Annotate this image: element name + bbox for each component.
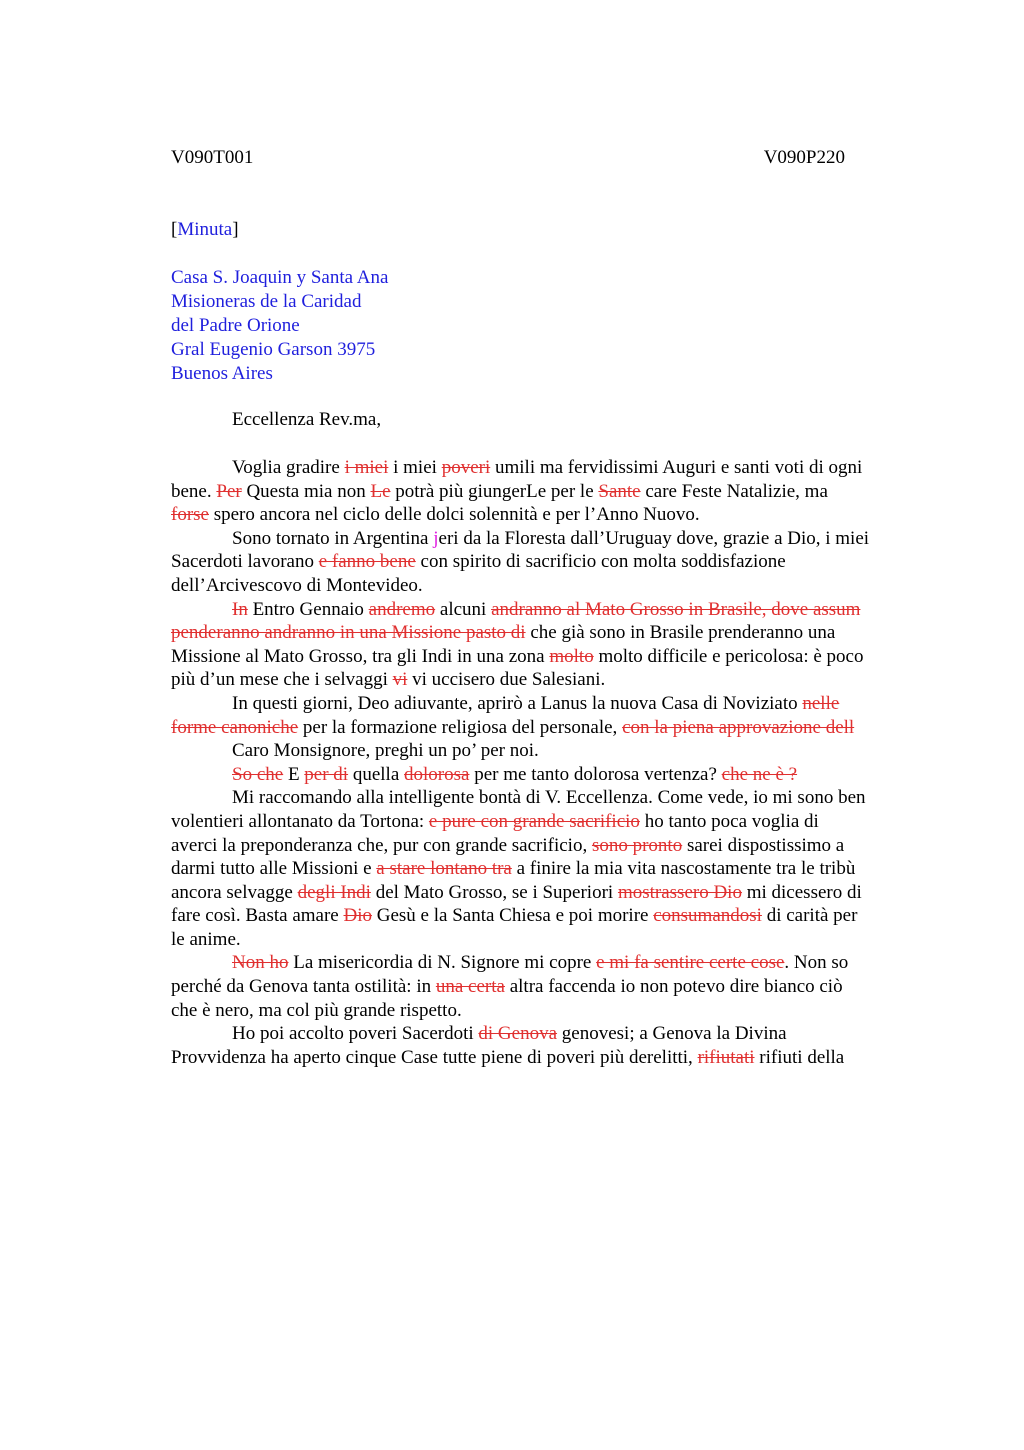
text-run: mi dicessero di — [741, 881, 862, 903]
text-run: Missione al Mato Grosso, tra gli Indi in una zona — [171, 645, 550, 667]
text-run: . Non so — [784, 952, 849, 974]
deleted-text: e fanno bene — [318, 551, 416, 573]
text-run: fare così. Basta amare — [171, 905, 344, 927]
deleted-text: poveri — [441, 457, 491, 478]
deleted-text: rifiutati — [697, 1046, 755, 1068]
text-run: perché da Genova tanta ostilità: in — [171, 976, 436, 998]
letter-line — [171, 975, 931, 999]
minuta-open-bracket: [ — [171, 219, 178, 240]
text-run: per me tanto dolorosa vertenza? — [469, 763, 722, 785]
text-run: le anime. — [171, 928, 241, 950]
text-run: darmi tutto alle Missioni e — [171, 858, 377, 880]
letter-line — [171, 904, 931, 928]
text-run: eri da la Floresta dall’Uruguay dove, grazie a Dio, i miei — [438, 527, 870, 549]
minuta-label — [171, 218, 239, 242]
deleted-text: con la piena approvazione dell — [622, 716, 855, 738]
deleted-text: Sante — [598, 480, 641, 502]
deleted-text: a stare lontano tra — [376, 858, 512, 880]
letter-line — [171, 857, 931, 881]
letter-line — [171, 1046, 931, 1070]
address-line: del Padre Orione — [171, 315, 300, 336]
text-run: quella — [348, 763, 405, 785]
deleted-text: In — [232, 598, 248, 620]
deleted-text: So che — [232, 763, 284, 785]
text-run: altra faccenda io non potevo dire bianco ciò — [504, 976, 843, 998]
letter-line — [171, 810, 931, 834]
deleted-text: Le — [370, 480, 391, 502]
address-line: Misioneras de la Caridad — [171, 291, 362, 312]
page-code-right: V090P220 — [763, 147, 845, 168]
text-run: rifiuti della — [754, 1046, 845, 1068]
deleted-text: Non ho — [232, 952, 289, 974]
deleted-text: i miei — [344, 457, 389, 478]
letter-line — [171, 668, 931, 692]
deleted-text: dolorosa — [404, 763, 470, 785]
text-run: spero ancora nel ciclo delle dolci solennità e per l’Anno Nuovo. — [208, 504, 700, 526]
text-run: volentieri allontanato da Tortona: — [171, 810, 429, 832]
letter-line — [171, 574, 931, 598]
letter-line — [171, 480, 931, 504]
text-run: ho tanto poca voglia di — [639, 810, 819, 832]
text-run: Caro Monsignore, preghi un po’ per noi. — [232, 740, 539, 762]
letter-line — [171, 763, 931, 787]
deleted-text: per di — [304, 763, 349, 785]
address-block — [171, 266, 388, 386]
text-run: Sono tornato in Argentina — [232, 527, 434, 549]
letter-line — [171, 1022, 931, 1046]
letter-line — [171, 881, 931, 905]
deleted-text: Dio — [343, 905, 372, 927]
deleted-text: andranno al Mato Grosso in Brasile, dove assum — [491, 598, 861, 620]
salutation: Eccellenza Rev.ma, — [232, 409, 382, 430]
letter-line — [171, 503, 931, 527]
text-run: bene. — [171, 480, 217, 502]
text-run: E — [283, 763, 305, 785]
text-run: vi uccisero due Salesiani. — [407, 669, 606, 691]
letter-line — [171, 527, 931, 551]
text-run: Sacerdoti lavorano — [171, 551, 319, 573]
letter-line — [171, 598, 931, 622]
text-run: di carità per — [761, 905, 858, 927]
text-run: genovesi; a Genova la Divina — [557, 1023, 787, 1045]
deleted-text: molto — [549, 645, 594, 667]
deleted-text: una certa — [435, 976, 505, 998]
text-run: con spirito di sacrificio con molta soddisfazione — [415, 551, 786, 573]
text-run: care Feste Natalizie, ma — [640, 480, 828, 502]
letter-line — [171, 645, 931, 669]
letter-line — [171, 692, 931, 716]
letter-line — [171, 456, 931, 480]
deleted-text: penderanno andranno in una Missione pasto di — [171, 622, 526, 644]
document-code-left: V090T001 — [171, 147, 254, 168]
text-run: che è nero, ma col più grande rispetto. — [171, 999, 462, 1021]
address-line: Casa S. Joaquin y Santa Ana — [171, 267, 389, 288]
letter-line — [171, 928, 931, 952]
minuta-word: Minuta — [177, 219, 233, 240]
letter-line — [171, 834, 931, 858]
deleted-text: che ne è ? — [721, 763, 798, 785]
text-run: molto difficile e pericolosa: è poco — [593, 645, 864, 667]
letter-line — [171, 621, 931, 645]
text-run: alcuni — [435, 598, 492, 620]
deleted-text: consumandosi — [653, 905, 762, 927]
text-run: averci la preponderanza che, pur con grande sacrificio, — [171, 834, 592, 856]
text-run: sarei dispostissimo a — [682, 834, 845, 856]
deleted-text: degli Indi — [297, 881, 371, 903]
text-run: per la formazione religiosa del personale, — [298, 716, 623, 738]
text-run: La misericordia di N. Signore mi copre — [288, 952, 597, 974]
text-run: potrà più giungerLe per le — [390, 480, 599, 502]
address-line: Buenos Aires — [171, 363, 273, 384]
text-run: che già sono in Brasile prenderanno una — [525, 622, 836, 644]
deleted-text: e pure con grande sacrificio — [428, 810, 640, 832]
text-run: ancora selvagge — [171, 881, 298, 903]
deleted-text: andremo — [368, 598, 436, 620]
text-run: Entro Gennaio — [247, 598, 369, 620]
text-run: Ho poi accolto poveri Sacerdoti — [232, 1023, 479, 1045]
text-run: Provvidenza ha aperto cinque Case tutte piene di poveri più derelitti, — [171, 1046, 698, 1068]
letter-line — [171, 951, 931, 975]
text-run: Voglia gradire — [232, 457, 345, 478]
letter-line — [171, 786, 931, 810]
letter-body — [171, 456, 931, 1069]
deleted-text: vi — [392, 669, 408, 691]
deleted-text: di Genova — [478, 1023, 558, 1045]
highlighted-letter: j — [433, 527, 439, 549]
text-run: dell’Arcivescovo di Montevideo. — [171, 574, 423, 596]
letter-line — [171, 716, 931, 740]
deleted-text: mostrassero Dio — [617, 881, 742, 903]
deleted-text: forse — [171, 504, 209, 526]
letter-line — [171, 550, 931, 574]
deleted-text: nelle — [802, 692, 840, 714]
text-run: umili ma fervidissimi Auguri e santi voti di ogni — [490, 457, 863, 478]
deleted-text: forme canoniche — [171, 716, 299, 738]
deleted-text: e mi fa sentire certe cose — [596, 952, 785, 974]
text-run: Questa mia non — [241, 480, 371, 502]
text-run: In questi giorni, Deo adiuvante, aprirò a Lanus la nuova Casa di Noviziato — [232, 692, 803, 714]
text-run: Gesù e la Santa Chiesa e poi morire — [372, 905, 654, 927]
minuta-close-bracket: ] — [232, 219, 239, 240]
letter-line — [171, 999, 931, 1023]
text-run: più d’un mese che i selvaggi — [171, 669, 393, 691]
address-line: Gral Eugenio Garson 3975 — [171, 339, 376, 360]
text-run: a finire la mia vita nascostamente tra le tribù — [511, 858, 856, 880]
text-run: del Mato Grosso, se i Superiori — [370, 881, 618, 903]
letter-line — [171, 739, 931, 763]
deleted-text: sono pronto — [591, 834, 683, 856]
deleted-text: Per — [216, 480, 242, 502]
text-run: Mi raccomando alla intelligente bontà di V. Eccellenza. Come vede, io mi sono ben — [232, 787, 866, 809]
text-run: i miei — [388, 457, 442, 478]
